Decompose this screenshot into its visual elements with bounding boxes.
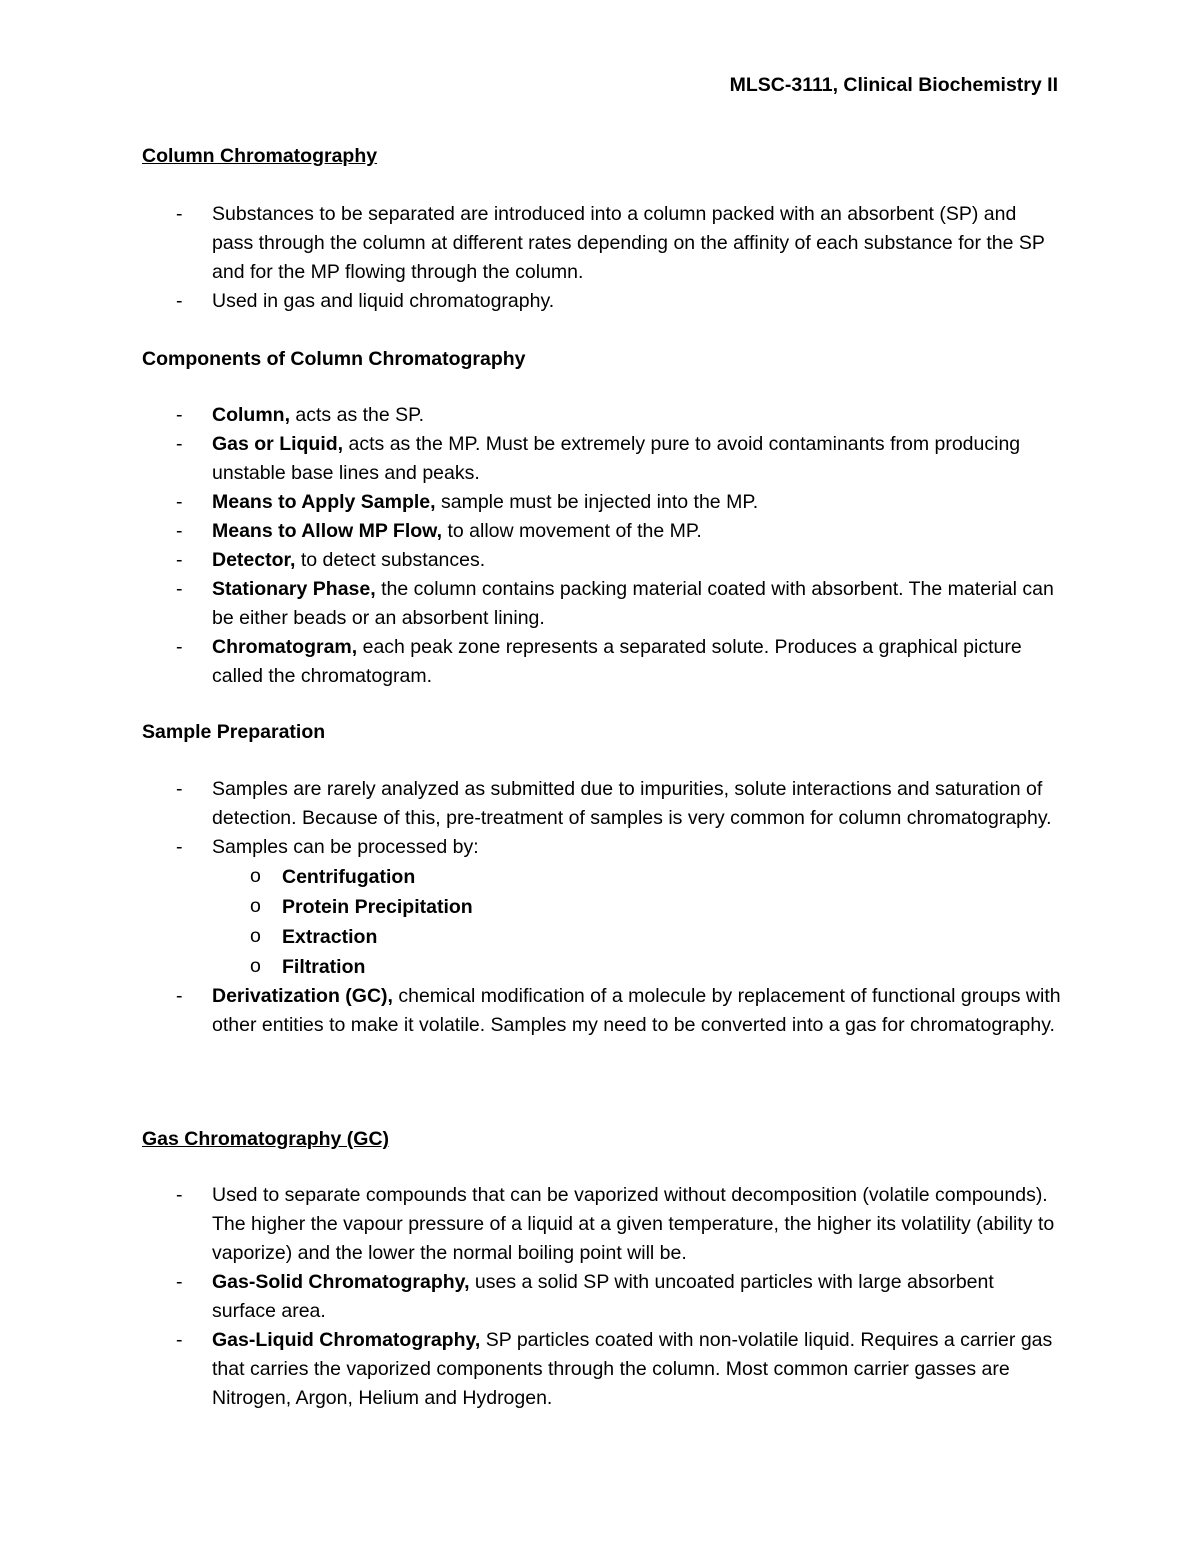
- list-item: [142, 633, 1062, 691]
- definition: sample must be injected into the MP.: [435, 491, 759, 513]
- term: Detector,: [212, 549, 296, 571]
- list-item-text: Samples can be processed by:: [212, 836, 479, 858]
- list-item: - Used in gas and liquid chromatography.: [142, 287, 1062, 316]
- list-item: [142, 401, 1062, 430]
- gas-chromatography-list: [142, 1181, 1062, 1413]
- course-header: MLSC-3111, Clinical Biochemistry II: [729, 74, 1058, 96]
- list-item: [142, 1326, 1062, 1413]
- list-item: [142, 982, 1062, 1040]
- list-item: [142, 1268, 1062, 1326]
- term: Gas-Liquid Chromatography,: [212, 1329, 481, 1351]
- section-title-components: Components of Column Chromatography: [142, 348, 526, 370]
- list-item: [142, 546, 1062, 575]
- term: Chromatogram,: [212, 636, 358, 658]
- sub-list-item: o Protein Precipitation: [212, 892, 1062, 922]
- term: Gas or Liquid,: [212, 433, 344, 455]
- definition: the column contains packing material coated with absorbent. The material can be either beads or an absorbent lining.: [212, 578, 1054, 629]
- section-title-column-chromatography: Column Chromatography: [142, 145, 378, 167]
- list-item: [142, 517, 1062, 546]
- definition: uses a solid SP with uncoated particles with large absorbent surface area.: [212, 1271, 994, 1322]
- term: Means to Apply Sample,: [212, 491, 436, 513]
- list-item: [142, 430, 1062, 488]
- section-title-sample-preparation: Sample Preparation: [142, 721, 326, 743]
- definition: acts as the MP. Must be extremely pure to avoid contaminants from producing unstable base lines and peaks.: [212, 433, 1021, 484]
- definition: chemical modification of a molecule by replacement of functional groups with other entities to make it volatile. Samples my need to be converted into a gas for chromatography.: [212, 985, 1061, 1036]
- list-item: [142, 833, 1062, 982]
- term: Stationary Phase,: [212, 578, 376, 600]
- definition: SP particles coated with non-volatile liquid. Requires a carrier gas that carries the vaporized components through the column. Most common carrier gasses are Nitrogen, Argon, Helium and Hydrogen.: [212, 1329, 1053, 1409]
- components-list: [142, 401, 1062, 691]
- sub-list-item: o Extraction: [212, 922, 1062, 952]
- sub-list-item: o Centrifugation: [212, 862, 1062, 892]
- sample-preparation-list: [142, 775, 1062, 1040]
- term: Derivatization (GC),: [212, 985, 393, 1007]
- list-item: [142, 575, 1062, 633]
- sub-list-item: o Filtration: [212, 952, 1062, 982]
- definition: acts as the SP.: [290, 404, 425, 426]
- definition: to allow movement of the MP.: [442, 520, 702, 542]
- list-item: - Substances to be separated are introduced into a column packed with an absorbent (SP) and pass through the column at different rates depending on the affinity of each substance for the SP and for the MP flowing through the column.: [142, 200, 1062, 287]
- list-item: - Samples are rarely analyzed as submitted due to impurities, solute interactions and saturation of detection. Because of this, pre-treatment of samples is very common for column chromatography.: [142, 775, 1062, 833]
- definition: each peak zone represents a separated solute. Produces a graphical picture called the chromatogram.: [212, 636, 1022, 687]
- term: Gas-Solid Chromatography,: [212, 1271, 470, 1293]
- list-item: - Used to separate compounds that can be vaporized without decomposition (volatile compounds). The higher the vapour pressure of a liquid at a given temperature, the higher its volatility (ability to vaporize) and the lower the normal boiling point will be.: [142, 1181, 1062, 1268]
- column-chromatography-list: [142, 200, 1062, 316]
- list-item: [142, 488, 1062, 517]
- term: Means to Allow MP Flow,: [212, 520, 443, 542]
- definition: to detect substances.: [295, 549, 486, 571]
- processing-methods-list: [212, 862, 1062, 982]
- term: Column,: [212, 404, 290, 426]
- section-title-gas-chromatography: Gas Chromatography (GC): [142, 1128, 390, 1150]
